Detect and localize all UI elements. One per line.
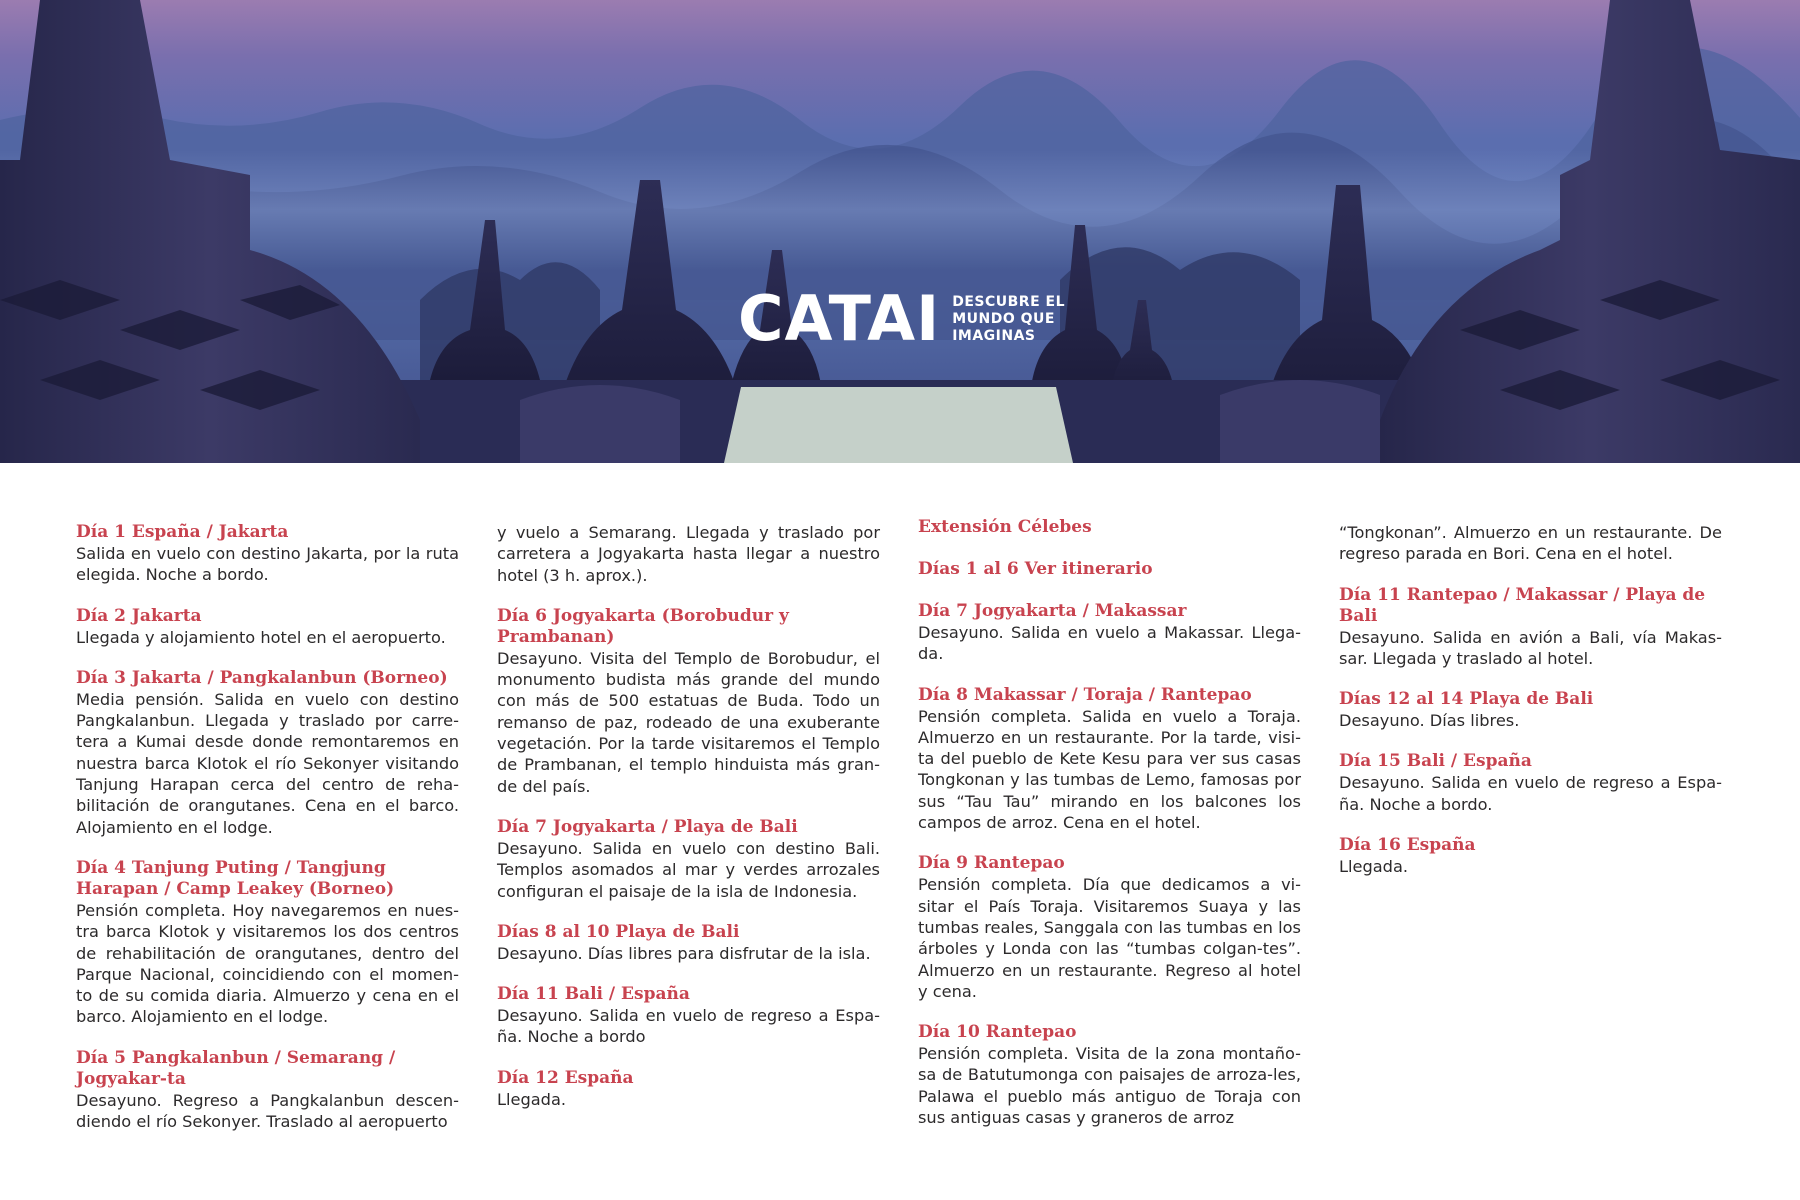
day-title: Días 8 al 10 Playa de Bali — [497, 921, 740, 942]
day-description: Desayuno. Salida en vuelo a Makassar. Llega-da. — [918, 623, 1301, 664]
day-title: Día 5 Pangkalanbun / Semarang / Jogyakar-ta — [76, 1047, 396, 1089]
day-title: Día 7 Jogyakarta / Playa de Bali — [497, 816, 798, 837]
day-title: Día 15 Bali / España — [1339, 751, 1532, 772]
extension-heading: Extensión Célebes — [918, 517, 1092, 537]
itinerary-day — [76, 858, 459, 1028]
itinerary-day — [497, 1068, 880, 1110]
day-description: Pensión completa. Salida en vuelo a Toraja. Almuerzo en un restaurante. Por la tarde, visi-ta del pueblo de Kete Kesu para ver sus casas Tongkonan y las tumbas de Lemo, famosas por sus “Tau Tau” mirando en los balcones los campos de arroz. Cena en el hotel. — [918, 706, 1301, 833]
tagline-line: IMAGINAS — [952, 327, 1036, 344]
itinerary-column-3 — [918, 517, 1301, 1162]
itinerary-columns — [76, 517, 1726, 1162]
hero-photo — [0, 0, 1800, 463]
day-title: Día 11 Rantepao / Makassar / Playa de Bali — [1339, 584, 1706, 626]
day-description: Desayuno. Salida en vuelo con destino Bali. Templos asomados al mar y verdes arrozales configuran el paisaje de la isla de Indonesia. — [497, 838, 880, 901]
itinerary-day — [497, 817, 880, 902]
continued-description: y vuelo a Semarang. Llegada y traslado por carretera a Jogyakarta hasta llegar a nuestro hotel (3 h. aprox.). — [497, 523, 880, 585]
day-title: Día 10 Rantepao — [918, 1022, 1077, 1043]
day-title: Día 9 Rantepao — [918, 853, 1065, 874]
logo-tagline — [952, 294, 1065, 345]
day-description: Desayuno. Visita del Templo de Borobudur, el monumento budista más grande del mundo con más de 500 estatuas de Buda. Todo un remanso de paz, rodeado de una exuberante vegetación. Por la tarde visitaremos el Templo de Prambanan, el templo hinduista más gran-de del país. — [497, 648, 880, 796]
day-title: Días 12 al 14 Playa de Bali — [1339, 689, 1594, 710]
itinerary-reference-heading: Días 1 al 6 Ver itinerario — [918, 559, 1153, 579]
itinerary-day — [918, 853, 1301, 1002]
day-description: Desayuno. Salida en vuelo de regreso a Espa-ña. Noche a bordo — [497, 1006, 880, 1047]
day-title: Día 2 Jakarta — [76, 605, 202, 626]
itinerary-continuation — [1339, 522, 1722, 565]
itinerary-day — [497, 922, 880, 964]
itinerary-column-1 — [76, 522, 459, 1162]
itinerary-column-4 — [1339, 522, 1722, 1162]
day-title: Día 8 Makassar / Toraja / Rantepao — [918, 684, 1252, 705]
day-description: Pensión completa. Día que dedicamos a vi-sitar el País Toraja. Visitaremos Suaya y las tumbas reales, Sanggala con las tumbas en los árboles y Londa con las “tumbas colgan-tes”. Almuerzo en un restaurante. Regreso al hotel y cena. — [918, 875, 1301, 1001]
itinerary-day — [1339, 585, 1722, 670]
day-title: Día 16 España — [1339, 835, 1476, 856]
itinerary-day — [918, 685, 1301, 834]
day-title: Día 12 España — [497, 1067, 634, 1088]
day-title: Día 11 Bali / España — [497, 984, 690, 1005]
itinerary-day — [1339, 835, 1722, 877]
day-title: Día 3 Jakarta / Pangkalanbun (Borneo) — [76, 667, 448, 688]
day-description: Llegada. — [1339, 857, 1409, 877]
day-description: Media pensión. Salida en vuelo con destino Pangkalanbun. Llegada y traslado por carre-tera a Kumai desde donde remontaremos en nuestra barca Klotok el río Sekonyer visitando Tanjung Harapan cerca del centro de reha-bilitación de orangutanes. Cena en el barco. Alojamiento en el lodge. — [76, 689, 459, 837]
day-description: Desayuno. Días libres para disfrutar de la isla. — [497, 943, 871, 963]
day-description: Desayuno. Salida en vuelo de regreso a Espa-ña. Noche a bordo. — [1339, 773, 1722, 814]
catai-logo — [738, 284, 1065, 354]
day-title: Día 6 Jogyakarta (Borobudur y Prambanan) — [497, 605, 789, 647]
itinerary-continuation — [497, 522, 880, 586]
itinerary-day — [76, 522, 459, 586]
itinerary-day — [76, 668, 459, 838]
itinerary-day — [76, 606, 459, 648]
itinerary-day — [918, 1022, 1301, 1128]
continued-description: “Tongkonan”. Almuerzo en un restaurante. De regreso parada en Bori. Cena en el hotel. — [1339, 523, 1722, 564]
day-title: Día 1 España / Jakarta — [76, 522, 289, 542]
day-description: Desayuno. Regreso a Pangkalanbun descen-diendo el río Sekonyer. Traslado al aeropuerto — [76, 1090, 459, 1132]
itinerary-day — [497, 984, 880, 1048]
itinerary-day — [76, 1048, 459, 1133]
logo-wordmark: CATAI — [738, 282, 941, 355]
day-description: Llegada y alojamiento hotel en el aeropuerto. — [76, 627, 446, 647]
temple-landscape-illustration — [0, 0, 1800, 463]
itinerary-column-2 — [497, 522, 880, 1162]
day-title: Día 4 Tanjung Puting / Tangjung Harapan / Camp Leakey (Borneo) — [76, 857, 395, 899]
day-description: Pensión completa. Visita de la zona montaño-sa de Batutumonga con paisajes de arroza-les, Palawa el pueblo más antiguo de Toraja con sus antiguas casas y graneros de arroz — [918, 1044, 1301, 1128]
day-description: Pensión completa. Hoy navegaremos en nues-tra barca Klotok y visitaremos los dos centros de rehabilitación de orangutanes, dentro del Parque Nacional, coincidiendo con el momen-to de su comida diaria. Almuerzo y cena en el barco. Alojamiento en el lodge. — [76, 900, 459, 1027]
itinerary-day — [1339, 751, 1722, 815]
day-description: Salida en vuelo con destino Jakarta, por la ruta elegida. Noche a bordo. — [76, 544, 459, 585]
day-description: Desayuno. Días libres. — [1339, 711, 1520, 731]
day-description: Llegada. — [497, 1089, 567, 1109]
tagline-line: MUNDO QUE — [952, 310, 1055, 327]
day-title: Día 7 Jogyakarta / Makassar — [918, 601, 1187, 621]
itinerary-day — [497, 606, 880, 797]
tagline-line: DESCUBRE EL — [952, 293, 1065, 310]
itinerary-day — [918, 601, 1301, 665]
itinerary-day — [1339, 689, 1722, 731]
day-description: Desayuno. Salida en avión a Bali, vía Makas-sar. Llegada y traslado al hotel. — [1339, 627, 1722, 668]
